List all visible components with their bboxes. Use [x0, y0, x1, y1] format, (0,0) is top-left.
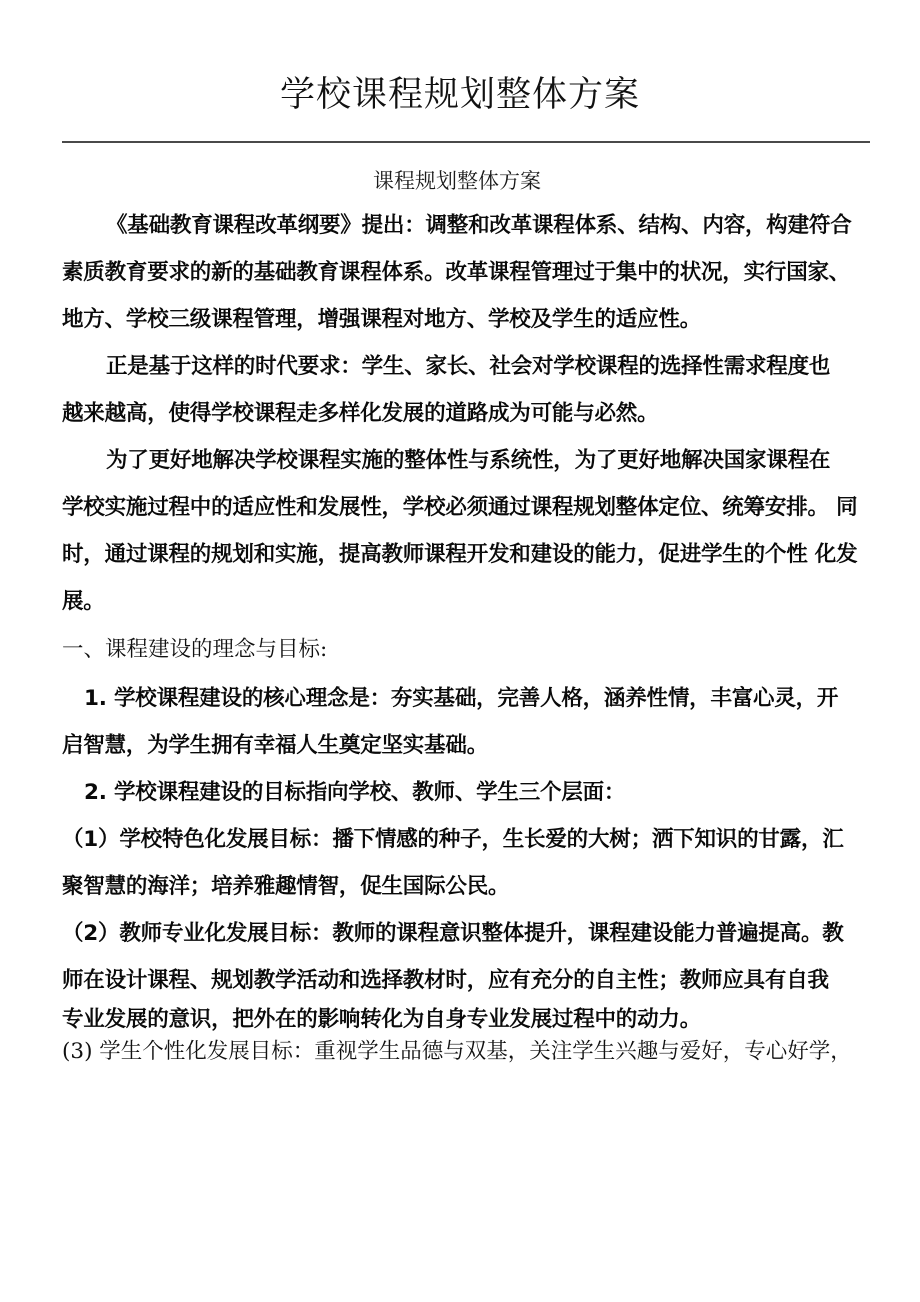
paragraph-1-line-3: 地方、学校三级课程管理，增强课程对地方、学校及学生的适应性。	[62, 307, 702, 333]
subitem-3-line-1: (3) 学生个性化发展目标：重视学生品德与双基，关注学生兴趣与爱好，专心好学，	[62, 1039, 852, 1065]
page-title: 学校课程规划整体方案	[279, 75, 640, 115]
paragraph-1-line-2: 素质教育要求的新的基础教育课程体系。改革课程管理过于集中的状况，实行国家、	[62, 260, 851, 286]
paragraph-3-line-2: 学校实施过程中的适应性和发展性，学校必须通过课程规划整体定位、统筹安排。 同	[62, 495, 858, 521]
paragraph-3-line-1: 为了更好地解决学校课程实施的整体性与系统性，为了更好地解决国家课程在	[106, 448, 831, 474]
document-body	[62, 166, 870, 1068]
paragraph-2-line-1: 正是基于这样的时代要求：学生、家长、社会对学校课程的选择性需求程度也	[106, 354, 831, 380]
item-1-line-2: 启智慧，为学生拥有幸福人生奠定坚实基础。	[62, 733, 489, 759]
subitem-1-line-1: （1）学校特色化发展目标：播下情感的种子，生长爱的大树；洒下知识的甘露，汇	[62, 827, 844, 853]
item-2-line-1: 2. 学校课程建设的目标指向学校、教师、学生三个层面：	[84, 780, 626, 806]
subitem-2-line-3: 专业发展的意识，把外在的影响转化为自身专业发展过程中的动力。	[62, 1007, 702, 1033]
subitem-1-line-2: 聚智慧的海洋；培养雅趣情智，促生国际公民。	[62, 874, 510, 900]
paragraph-3-line-3: 时，通过课程的规划和实施，提高教师课程开发和建设的能力，促进学生的个性 化发	[62, 542, 858, 568]
paragraph-3-line-4: 展。	[62, 589, 105, 615]
subitem-2-line-1: （2）教师专业化发展目标：教师的课程意识整体提升，课程建设能力普遍提高。教	[62, 921, 844, 947]
subitem-2-line-2: 师在设计课程、规划教学活动和选择教材时，应有充分的自主性；教师应具有自我	[62, 968, 829, 994]
document-subtitle: 课程规划整体方案	[373, 169, 541, 193]
item-1-line-1: 1. 学校课程建设的核心理念是：夯实基础，完善人格，涵养性情，丰富心灵，开	[84, 686, 839, 712]
paragraph-1-line-1: 《基础教育课程改革纲要》提出：调整和改革课程体系、结构、内容，构建符合	[106, 213, 852, 239]
paragraph-2-line-2: 越来越高，使得学校课程走多样化发展的道路成为可能与必然。	[62, 401, 659, 427]
section-heading-1: 一、课程建设的理念与目标:	[62, 637, 328, 663]
title-divider	[62, 141, 870, 143]
